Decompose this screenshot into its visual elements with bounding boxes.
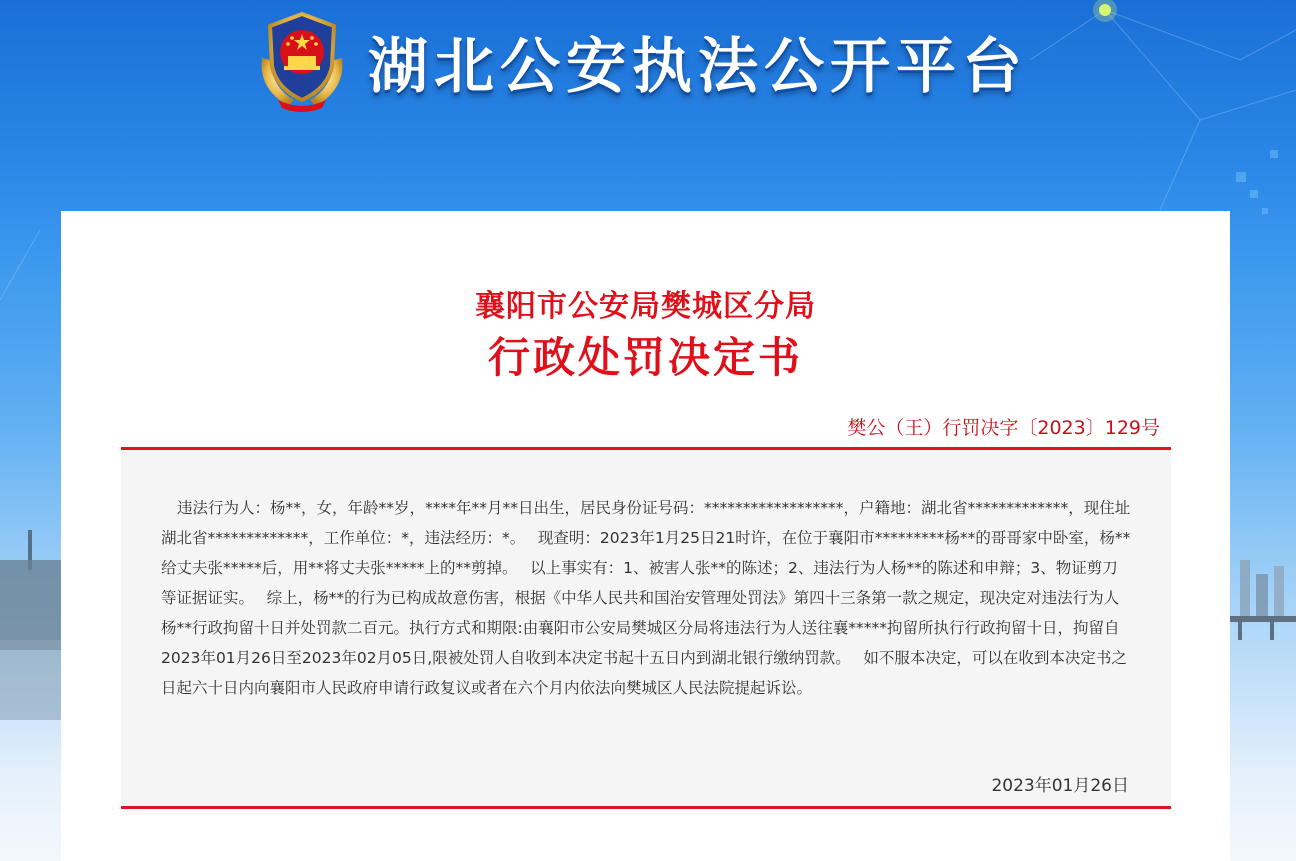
police-emblem-icon (248, 8, 356, 116)
city-skyline-left-decoration (0, 520, 62, 720)
city-skyline-right-decoration (1230, 560, 1296, 680)
issuing-agency: 襄阳市公安局樊城区分局 (475, 289, 816, 324)
document-card (61, 211, 1230, 861)
document-content (121, 450, 1171, 806)
bottom-divider (121, 806, 1171, 809)
document-body-text: 违法行为人：杨**，女，年龄**岁，****年**月**日出生，居民身份证号码：******************，户籍地：湖北省*************，现住址湖北省*************，工作单位：*，违法经历：*。 现查明：2023年1月25日21时许，在位于襄阳市*********杨**的哥哥家中卧室，杨**给丈夫张*****后，用**将丈夫张*****上的**剪掉。 以上事实有：1、被害人张**的陈述；2、违法行为人杨**的陈述和申辩；3、物证剪刀等证据证实。 综上，杨**的行为已构成故意伤害，根据《中华人民共和国治安管理处罚法》第四十三条第一款之规定，现决定对违法行为人杨**行政拘留十日并处罚款二百元。执行方式和期限:由襄阳市公安局樊城区分局将违法行为人送往襄*****拘留所执行行政拘留十日，拘留自2023年01月26日至2023年02月05日,限被处罚人自收到本决定书起十五日内到湖北银行缴纳罚款。 如不服本决定，可以在收到本决定书之日起六十日内向襄阳市人民政府申请行政复议或者在六个月内依法向樊城区人民法院提起诉讼。 (161, 499, 1131, 697)
site-title: 湖北公安执法公开平台 (368, 32, 1028, 102)
document-number: 樊公（王）行罚决字〔2023〕129号 (847, 417, 1160, 439)
site-header (248, 8, 1028, 116)
document-date: 2023年01月26日 (991, 776, 1129, 796)
document-title: 行政处罚决定书 (487, 333, 803, 382)
